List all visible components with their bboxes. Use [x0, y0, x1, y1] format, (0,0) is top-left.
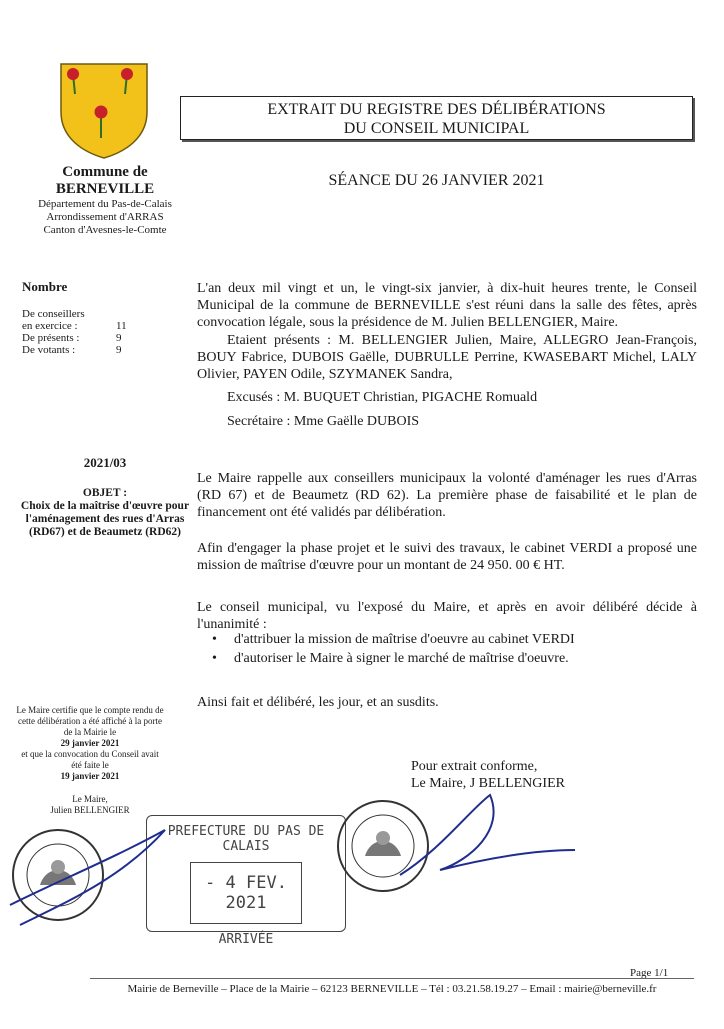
prefecture-stamp: PREFECTURE DU PAS DE CALAIS - 4 FEV. 2021 ARRIVÉE — [146, 815, 346, 932]
nombre-heading: Nombre — [22, 279, 68, 294]
list-item: • d'autoriser le Maire à signer le marché de maîtrise d'oeuvre. — [212, 651, 569, 666]
session-title: SÉANCE DU 26 JANVIER 2021 — [328, 172, 545, 189]
closing-line: Ainsi fait et délibéré, les jour, et an susdits. — [197, 695, 439, 710]
certification-note: Le Maire certifie que le compte rendu de cette délibération a été affiché à la porte de la Mairie le 29 janvier 2021 et que la convocation du Conseil avait été faite le 19 janvier 2021 Le Maire, Julien BELLENGIER — [16, 705, 164, 815]
intro-paragraph: L'an deux mil vingt et un, le vingt-six janvier, à dix-huit heures trente, le Conseil Municipal de la commune de BERNEVILLE s'est réuni dans la salle des fêtes, après convocation légale, sous la présidence de M. Julien BELLENGIER, Maire. — [197, 281, 697, 330]
footer-divider — [90, 978, 694, 979]
mairie-seal — [333, 796, 433, 896]
commune-crest — [55, 60, 153, 160]
deliberation-object: OBJET : Choix de la maîtrise d'œuvre pour l'aménagement des rues d'Arras (RD67) et de Beaumetz (RD62) — [20, 487, 190, 538]
paragraph-3: Le conseil municipal, vu l'exposé du Maire, et après en avoir délibéré décide à l'unanimité : — [197, 600, 697, 632]
page-number: Page 1/1 — [630, 967, 669, 979]
excuses-line: Excusés : M. BUQUET Christian, PIGACHE Romuald — [227, 390, 538, 405]
document-header: EXTRAIT DU REGISTRE DES DÉLIBÉRATIONS DU CONSEIL MUNICIPAL — [180, 96, 693, 140]
paragraph-1: Le Maire rappelle aux conseillers municipaux la volonté d'aménager les rues d'Arras (RD 67) et de Beaumetz (RD 62). La première phase de faisabilité et le plan de financement ont été validés par délibération. — [197, 471, 697, 520]
decision-list — [212, 630, 575, 668]
commune-name: Commune de BERNEVILLE — [55, 164, 155, 197]
presents-paragraph: Etaient présents : M. BELLENGIER Julien, Maire, ALLEGRO Jean-François, BOUY Fabrice, DUBOIS Gaëlle, DUBRULLE Perrine, KWASEBART Michel, LALY Olivier, PAYEN Odile, SZYMANEK Sandra, — [197, 333, 697, 382]
member-counts: De conseillers en exercice : 11 De présents : 9 De votants : 9 — [22, 308, 127, 356]
secretaire-line: Secrétaire : Mme Gaëlle DUBOIS — [227, 414, 420, 429]
commune-details: Département du Pas-de-Calais Arrondissement d'ARRAS Canton d'Avesnes-le-Comte — [38, 198, 172, 236]
list-item: • d'attribuer la mission de maîtrise d'oeuvre au cabinet VERDI — [212, 632, 575, 647]
paragraph-2: Afin d'engager la phase projet et le suivi des travaux, le cabinet VERDI a proposé une mission de maîtrise d'œuvre pour un montant de 24 950. 00 € HT. — [197, 541, 697, 573]
signature-block: Pour extrait conforme, Le Maire, J BELLENGIER — [411, 759, 565, 791]
mairie-seal — [8, 825, 108, 925]
deliberation-reference: 2021/03 — [83, 455, 127, 470]
footer-address: Mairie de Berneville – Place de la Mairie – 62123 BERNEVILLE – Tél : 03.21.58.19.27 – Email : mairie@berneville.fr — [127, 983, 657, 995]
